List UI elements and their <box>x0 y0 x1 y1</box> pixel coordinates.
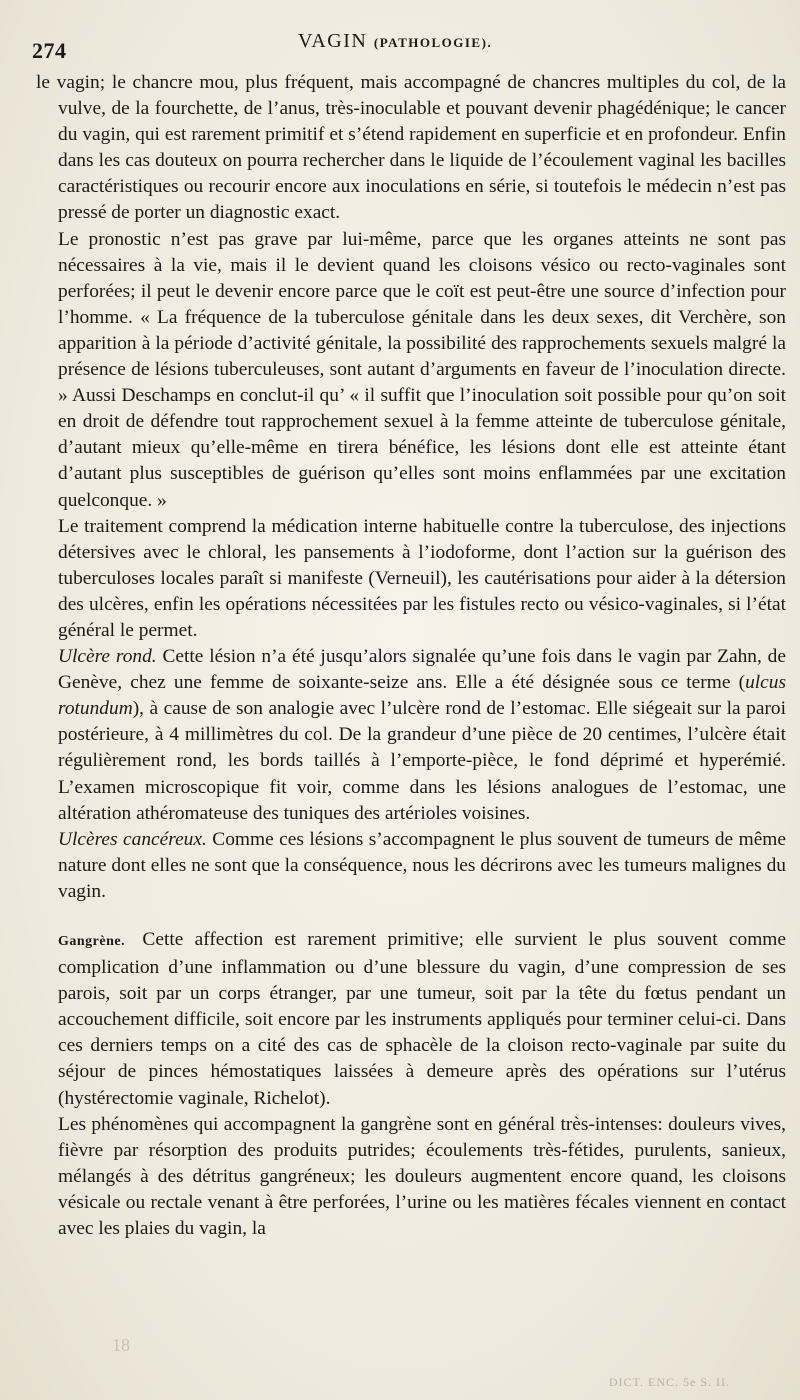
page-number: 274 <box>32 38 67 63</box>
ulceres-cancereux-text: Comme ces lésions s’accompagnent le plus souvent de tumeurs de même nature dont elles ne sont que la conséquence, nous les décrirons avec les tumeurs malignes du vagin. <box>58 828 786 902</box>
ulcere-rond-text-b: ), à cause de son analogie avec l’ulcère rond de l’estomac. Elle siégeait sur la paroi postérieure, à 4 millimètres du col. De la grandeur d’une pièce de 20 centimes, l’ulcère était régulièrement rond, les bords taillés à l’emporte-pièce, le fond déprimé et hyperémié. L’examen microscopique fit voir, comme dans les lésions analogues de l’estomac, une altération athéromateuse des tuniques des artérioles voisines. <box>58 698 786 824</box>
paragraph-ulcere-rond <box>58 644 786 827</box>
paragraph-gangrene-symptoms: Les phénomènes qui accompagnent la gangrène sont en général très-intenses: douleurs vives, fièvre par résorption des produits putrides; écoulements très-fétides, purulents, sanieux, mélangés à des détritus gangréneux; les douleurs augmentent encore quand, les cloisons vésicale ou rectale venant à être perforées, l’urine ou les matières fécales viennent en contact avec les plaies du vagin, la <box>58 1113 786 1240</box>
paragraph-gangrene <box>58 927 786 1112</box>
paragraph-ulceres-cancereux <box>58 827 786 905</box>
body-text <box>36 70 786 1242</box>
running-head-title: VAGIN <box>298 30 368 52</box>
section-gap <box>58 905 786 927</box>
gangrene-heading: Gangrène. <box>58 934 126 949</box>
page-header <box>32 0 786 70</box>
faint-signature: DICT. ENC. 5e S. II. <box>608 1375 730 1389</box>
paragraph-diagnosis: le vagin; le chancre mou, plus fréquent, mais accompagné de chancres multiples du col, de la vulve, de la fourchette, de l’anus, très-inoculable et pouvant devenir phagédénique; le cancer du vagin, qui est rarement primitif et s’étend rapidement en superficie et en profondeur. Enfin dans les cas douteux on pourra rechercher dans le liquide de l’écoulement vaginal les bacilles caractéristiques ou recourir encore aux inoculations en série, si toutefois le médecin n’est pas pressé de porter un diagnostic exact. <box>36 72 786 224</box>
ulcere-rond-text-a: Cette lésion n’a été jusqu’alors signalée qu’une fois dans le vagin par Zahn, de Genève, chez une femme de soixante-seize ans. Elle a été désignée sous ce terme ( <box>58 646 786 694</box>
paragraph-prognosis: Le pronostic n’est pas grave par lui-même, parce que les organes atteints ne sont pas nécessaires à la vie, mais il le devient quand les cloisons vésico ou recto-vaginales sont perforées; il peut le devenir encore parce que le coït est peut-être une source d’infection pour l’homme. « La fréquence de la tuberculose génitale dans les deux sexes, dit Verchère, son apparition à la période d’activité génitale, la possibilité des rapprochements sexuels malgré la présence de lésions tuberculeuses, sont autant d’arguments en faveur de l’inoculation directe. » Aussi Deschamps en conclut-il qu’ « il suffit que l’inoculation soit possible pour qu’on soit en droit de défendre tout rapprochement sexuel à la femme atteinte de tuberculose génitale, d’autant mieux qu’elle-même en tirera bénéfice, les lésions dont elle est atteinte étant d’autant plus susceptibles de guérison qu’elles sont moins enflammées par une excitation quelconque. » <box>58 228 786 511</box>
ulceres-cancereux-heading: Ulcères cancéreux. <box>58 828 207 850</box>
running-head <box>298 30 492 53</box>
faint-folio: 18 <box>112 1335 130 1355</box>
gangrene-text: Cette affection est rarement primitive; elle survient le plus souvent comme complication d’une inflammation ou d’une blessure du vagin, d’une compression de ses parois, soit par un corps étranger, par une tumeur, soit par la tête du fœtus pendant un accouchement difficile, soit encore par les instruments appliqués pour terminer celui-ci. Dans ces derniers temps on a cité des cas de sphacèle de la cloison recto-vaginale par suite du séjour de pinces hémostatiques laissées à demeure après des opérations sur l’utérus (hystérectomie vaginale, Richelot). <box>58 929 786 1109</box>
ulcus-rotundum-term: ulcus rotundum <box>58 672 786 720</box>
paragraph-treatment: Le traitement comprend la médication interne habituelle contre la tuberculose, des injections détersives avec le chloral, les pansements à l’iodoforme, dont l’action sur la guérison des tuberculoses locales paraît si manifeste (Verneuil), les cautérisations pour aider à la détersion des ulcères, enfin les opérations nécessitées par les fistules recto ou vésico-vaginales, si l’état général le permet. <box>58 515 786 641</box>
ulcere-rond-heading: Ulcère rond. <box>58 646 157 668</box>
running-head-subtitle: (PATHOLOGIE). <box>373 35 493 50</box>
